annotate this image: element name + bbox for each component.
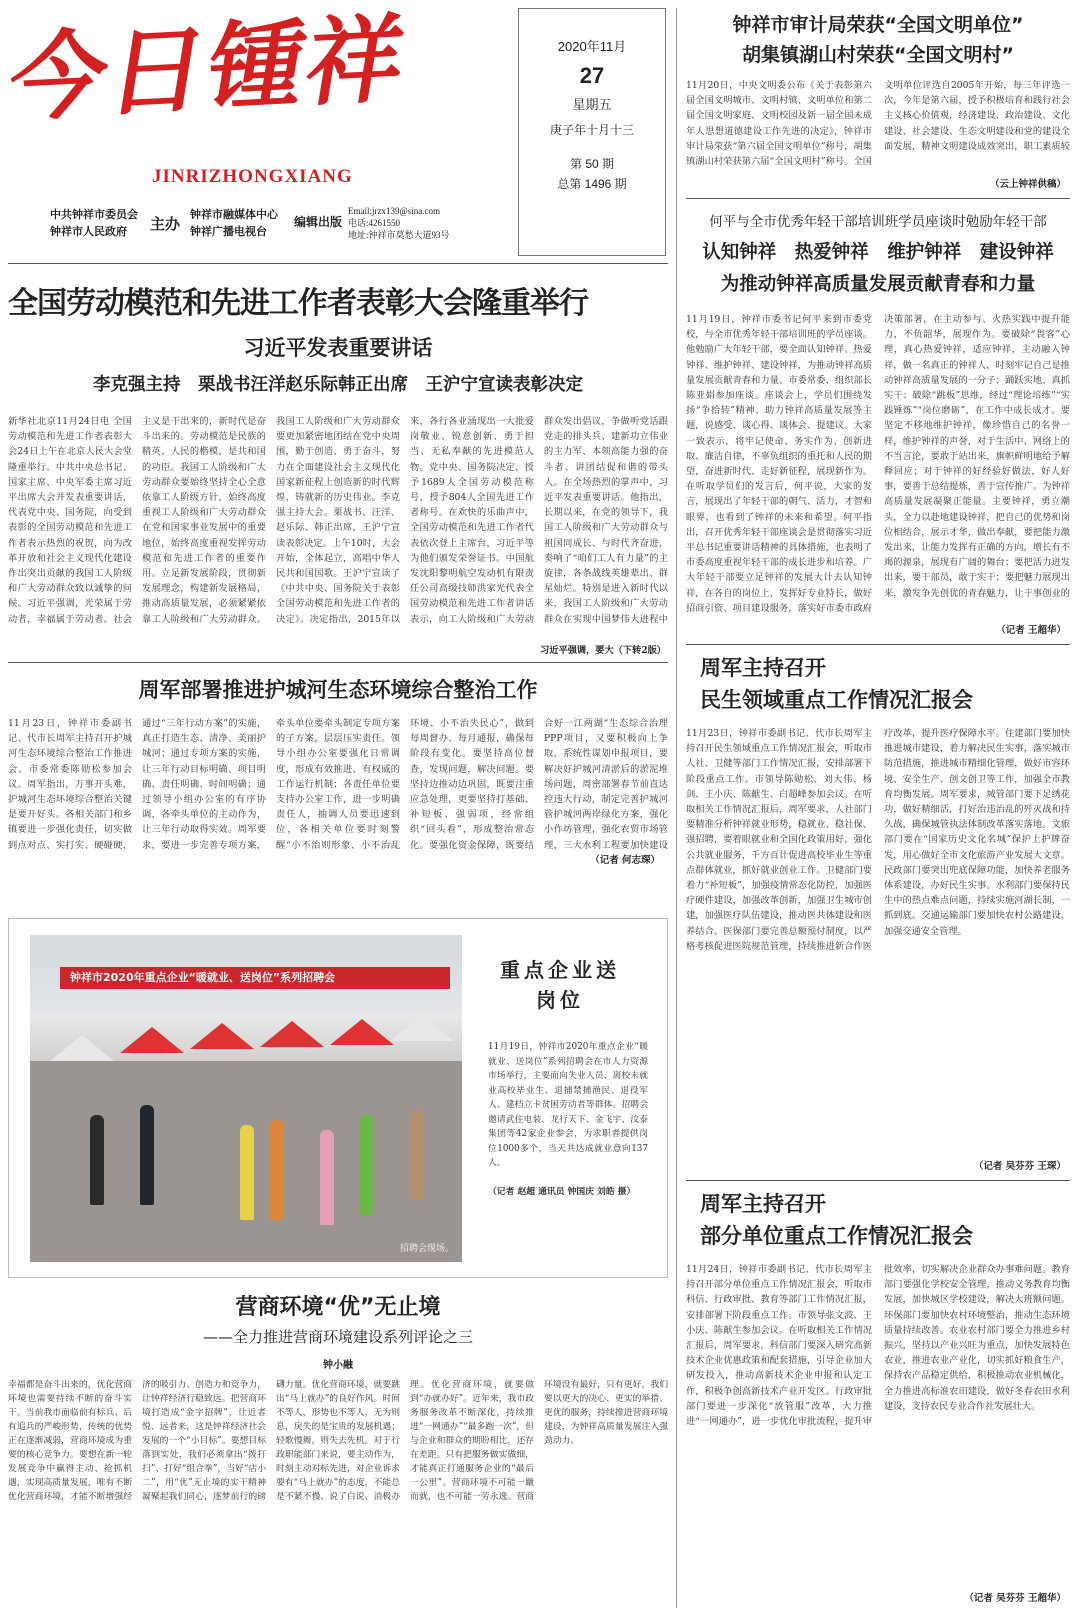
youth-body: 11月19日，钟祥市委书记何平来到市委党校，与全市优秀年轻干部培训班的学员座谈。他勉励广大年轻干部，要全面认知钟祥、热爱钟祥、维护钟祥、建设钟祥，为推动钟祥高质量发展贡献青春和力量。市委常委、组织部长陈亚娟参加座谈。座谈会上，学员们围绕发扬“争拾转”精神、助力钟祥高质量发展等主题，说感受、谈心得、谈体会、提建议。大家一致表示，将牢记使命、务实作为、创新进取、廉洁自律，不辜负组织的重托和人民的期望，奋进新时代、走好新征程，展现新作为。在听取学员们的发言后，何平说，大家的发言，展现出了年轻干部的朝气、活力，才智和眼界，也看到了钟祥的未来和希望。何平指出，召开优秀年轻干部座谈会是贯彻落实习近平总书记重要讲话精神的具体措施，也表明了市委高度重视年轻干部的成长进步和培养。广大年轻干部要立足钟祥的发展大计去认知钟祥，在各自的岗位上，发挥好专业特长，做好招商引资、项目建设服务，落实好市委市政府决策部署，在主动参与、火热实践中提升能力，不负韶华，展现作为。要破除“畏客”心理，真心热爱钟祥，适应钟祥，主动融入钟祥，做一名真正的钟祥人，时刻牢记自己是推动钟祥高质量发展的一分子；踊跃实地、真抓实干；破除“跳板”思维，经过“理论培练”“实践锤炼”“岗位磨砺”，在工作中成长成才。要坚定不移地维护钟祥，像珍惜自己的名誉一样，维护钟祥的声誉，对于生活中、网络上的不当言论，要敢于站出来，旗帜鲜明地给予解释回应；对于钟祥的好经验好做法，好人好事，要善于总结提炼，善于宣传推广。为钟祥高质量发展凝聚正能量。主要钟祥，勇立潮头，全力以赴地建设钟祥，把自己的优势和岗位相结合，展示才华，做出奉献，要把能力激发出来，让能力发挥有正确的方向，增长有不竭的源泉，展现有广阔的舞台；要把活力迸发出来，要干部员，敢于实干；要把魅力展现出来，激发争先创优的青春魅力，让干事创业的 xyxy=(686,314,1070,614)
publication-info xyxy=(50,203,520,257)
newspaper-logo: 今日锺祥 xyxy=(1,1,416,136)
river-body: 11月23日，钟祥市委副书记、代市长周军主持召开护城河生态环境综合整治工作推进会。市委常委陈勋松参加会议。周军指出，万事开头难，护城河生态环境综合整治关键是要开好头。各相关部门和乡镇要进一步强化责任，切实做到点对点、实打实、硬碰硬，通过“三年行动方案”的实施，真正打造生态、清净、美丽护城河；通过专项方案的实施，让三年行动目标明确、项目明确、责任明确、时间明确；通过领导小组办公室的有序协调，各牵头单位的主动作为，让三年行动取得实效。周军要求，要进一步完善专项方案，牵头单位要牵头制定专项方案的子方案，层层压实责任。领导小组办公室要强化日常调度，形成有效推进、有权威的工作运行机制；各责任单位要支持办公室工作，进一步明确责任人，抽调人员要迅速到位，各相关单位要时刻警醒“小不治则形象、小不治乱环境、小不治失民心”，做到每周督办、每月通报，确保每阶段有变化。要坚持高位督查，发现问题，解决问题。要坚持边推动边巩固，既要注重应急处理，更要坚持打基础、补短板、强弱项，经常组织“回头看”，形成整治常态化。要强化资金保障，既要结合好一江两湖“生态综合治理PPP项目，又要积极向上争取，系统性谋划申报项目，要解决好护城河清淤后的淤泥堆场问题，周密部署春节前直达控违大行动，制定完善护城河管护城河两岸绿化方案，强化小作坊管理，强化农贸市场管理，三大水利工程要加快建设 xyxy=(8,718,668,851)
sponsor-line-2: 钟祥市人民政府 xyxy=(50,226,127,238)
address-text: 地址:钟祥市莫愁大道93号 xyxy=(348,230,450,240)
lead-subhead-2: 李克强主持 栗战书汪洋赵乐际韩正出席 王沪宁宣读表彰决定 xyxy=(93,375,583,395)
email-text: Email:jrzx139@sina.com xyxy=(348,206,441,216)
units-byline: （记者 吴芬芬 王超华） xyxy=(964,1593,1066,1604)
date-weekday: 星期五 xyxy=(572,96,612,112)
lead-subhead-1: 习近平发表重要讲话 xyxy=(243,336,433,360)
publisher-line-2: 钟祥广播电视台 xyxy=(190,226,267,238)
lead-headline: 全国劳动模范和先进工作者表彰大会隆重举行 xyxy=(8,286,588,321)
audit-byline: （云上钟祥供稿） xyxy=(989,179,1066,190)
date-lunar: 庚子年十月十三 xyxy=(549,122,634,137)
date-day: 27 xyxy=(579,62,605,88)
livelihood-headline-2: 民生领域重点工作情况汇报会 xyxy=(700,688,973,712)
sponsor-line-1: 中共钟祥市委员会 xyxy=(50,209,138,221)
commentary-author: 钟小融 xyxy=(323,1360,353,1371)
total-issue-number: 总第 1496 期 xyxy=(557,177,627,192)
photo-caption-mark: 招聘会现场。 xyxy=(399,1244,454,1254)
livelihood-body: 11月23日，钟祥市委副书记、代市长周军主持召开民生领域重点工作情况汇报会，听取市人社、卫健等部门工作情况汇报，安排部署下阶段重点工作。市领导陈勋松、刘大伟、杨剑、王小庆、陈献生、白超峰参加会议。在听取相关工作情况汇报后，周军要求，人社部门要精准分析钟祥就业形势，稳就业、稳社保、强招聘，要着眼就业和全国化政策用好，强化公共就业服务，千方百计促进高校毕业生等重点群体就业，抓好就业创业工作。卫健部门要着力“补短板”，加强疫情常态化防控，加强医疗硬件建设，加强改革创新，加强卫生城市创建，加强医疗队伍建设，推动医共体建设和医养结合。医保部门要完善总额预付制度，以严格考核促进医院规范管理，持续推进新合作医疗改革，提升医疗保障水平。住建部门要加快推进城市建设，着力解决民生实事，落实城市防范措施，推进城市精细化管理，做好市容环境、安全生产、创文创卫等工作，加强全市教育均衡发展。周军要求，城管部门要下足绣花功，做好精细活，打好治违治乱的歼灭战和持久战，确保城管执法体制改革落实落地。文旅部门要在“国家历史文化名城”保护上护牌奋发，用心做好全市文化旅游产业发展大文章。民政部门要突出兜底保障功能，加快养老服务体系建设，办好民生实事。水利部门要保持民生中的热点难点问题，持续实施河湖长制，一抓到底。交通运输部门要加快农村公路建设，加强交通安全管理。 xyxy=(686,728,1070,952)
publisher-line-1: 钟祥市融媒体中心 xyxy=(190,209,278,221)
audit-headline-2: 胡集镇湖山村荣获“全国文明村” xyxy=(742,44,1014,66)
commentary-subhead: ——全力推进营商环境建设系列评论之三 xyxy=(202,1328,473,1346)
job-fair-photo xyxy=(30,935,462,1262)
audit-headline-1: 钟祥市审计局荣获“全国文明单位” xyxy=(732,14,1024,36)
date-box xyxy=(518,8,666,256)
livelihood-headline-1: 周军主持召开 xyxy=(700,656,826,680)
units-body: 11月24日，钟祥市委副书记、代市长周军主持召开部分单位重点工作情况汇报会，听取市科信、行政审批、教育等部门工作情况汇报，安排部署下阶段重点工作。市领导张文波、王小庆、陈献生参加会议。在听取相关工作情况汇报后，周军要求，科信部门要深入研究高新技术企业优惠政策和配套措施，引导企业加大研发投入，推动高新技术企业申报和认定工作，积极争创高新技术产业开发区。行政审批部门要进一步深化“放管服”改革，大力推进“一网通办”，进一步优化审批流程，提升审批效率，切实解决企业群众办事难问题。教育部门要强化学校安全管理，推动义务教育均衡发展，加快城区学校建设，解决大班额问题。环保部门要加快农村环境整治，推动生态环境质量持续改善。农业农村部门要全力推进乡村振兴，坚持以产业兴旺为重点，加快发展特色农业，推进农业产业化，切实抓好粮食生产，保持农产品稳定供给，积极推动农业机械化，全力推进高标准农田建设，做好冬春农田水利建设，支持农民专业合作社发展壮大。 xyxy=(686,1264,1070,1428)
river-headline: 周军部署推进护城河生态环境综合整治工作 xyxy=(138,678,538,702)
photo-byline: （记者 赵超 通讯员 钟国庆 刘皓 摄） xyxy=(488,1187,636,1197)
commentary-headline: 营商环境“优”无止境 xyxy=(235,1295,441,1320)
date-year-month: 2020年11月 xyxy=(557,39,627,54)
lead-body: 新华社北京11月24日电 全国劳动模范和先进工作者表彰大会24日上午在北京人民大会堂隆重举行。中共中央总书记、国家主席、中央军委主席习近平出席大会并发表重要讲话，代表党中央、国务院，向受到表彰的全国劳动模范和先进工作者表示热烈的祝贺，向为改革开放和社会主义现代化建设作出突出贡献的我国工人阶级和广大劳动群众致以诚挚的问候。习近平强调，光荣属于劳动者，幸福属于劳动者。社会主义是干出来的，新时代是奋斗出来的。劳动模范是民族的精英、人民的楷模，是共和国的功臣。我国工人阶级和广大劳动群众要始终坚持全心全意依靠工人阶级方针，始终高度重视工人阶级和广大劳动群众在党和国家事业发展中的重要地位，始终高度重视发挥劳动模范和先进工作者的重要作用。立足新发展阶段，贯彻新发展理念，构建新发展格局，推动高质量发展，必须紧紧依靠工人阶级和广大劳动群众。我国工人阶级和广大劳动群众要更加紧密地团结在党中央周围，勤于创造、勇于奋斗，努力在全面建设社会主义现代化国家新征程上创造新的时代辉煌，铸就新的历史伟业。李克强主持大会。栗战书、汪洋、赵乐际、韩正出席，王沪宁宣读表彰决定。上午10时，大会开始，全体起立，高唱中华人民共和国国歌。王沪宁宣读了《中共中央、国务院关于表彰全国劳动模范和先进工作者的决定》。决定指出，2015年以来，各行各业涌现出一大批爱岗敬业、锐意创新、勇于担当、无私奉献的先进模范人物。党中央、国务院决定，授予1689人全国劳动模范称号，授予804人全国先进工作者称号。在欢快的乐曲声中，全国劳动模范和先进工作者代表依次登上主席台，习近平等为他们颁发荣誉证书。中国航发沈阳黎明航空发动机有限责任公司高级技师洪家光代表全国劳动模范和先进工作者讲话表示，向工人阶级和广大劳动群众发出倡议，争做听党话跟党走的排头兵、建新功立伟业的主力军、本领高能力强的奋斗者、讲团结促和谐的带头人。在全场热烈的掌声中，习近平发表重要讲话。他指出，长期以来，在党的领导下，我国工人阶级和广大劳动群众与祖国同成长、与时代齐奋进，奏响了“咱们工人有力量”的主旋律，各条战线英雄辈出、群星灿烂。特别是进入新时代以来，我国工人阶级和广大劳动群众在实现中国梦伟大进程中 xyxy=(8,416,668,625)
sponsor-role: 主办 xyxy=(150,216,181,233)
river-byline: （记者 何志琛） xyxy=(590,855,660,866)
masthead xyxy=(1,1,496,198)
audit-body: 11月20日，中央文明委公布《关于表彰第六届全国文明城市、文明村镇、文明单位和第二届全国文明家庭、文明校园及新一届全国未成年人思想道德建设工作先进的决定》，钟祥市审计局荣获“第六届全国文明单位”称号，胡集镇湖山村荣获第六届“全国文明村”称号。全国文明单位评选自2005年开始，每三年评选一次，今年是第六届，授予积极培育和践行社会主义核心价值观，经济建设、政治建设、文化建设、社会建设、生态文明建设和党的建设全面发展，精神文明建设成效突出，职工素质较 xyxy=(686,80,1070,168)
youth-byline: （记者 王超华） xyxy=(996,625,1066,636)
youth-kicker: 何平与全市优秀年轻干部培训班学员座谈时勉励年轻干部 xyxy=(709,214,1047,230)
issue-number: 第 50 期 xyxy=(569,156,615,171)
photo-feature-title: 重点企业送岗位 xyxy=(500,958,620,1012)
units-headline-1: 周军主持召开 xyxy=(700,1192,826,1216)
masthead-pinyin: JINRIZHONGXIANG xyxy=(152,166,353,187)
units-headline-2: 部分单位重点工作情况汇报会 xyxy=(700,1224,973,1248)
youth-headline-1: 认知钟祥 热爱钟祥 维护钟祥 建设钟祥 xyxy=(702,242,1054,263)
photo-banner: 钟祥市2020年重点企业“暖就业、送岗位”系列招聘会 xyxy=(60,967,450,989)
lead-continued: 习近平强调，要大（下转2版） xyxy=(540,645,666,656)
photo-caption: 11月19日，钟祥市2020年重点企业“暖就业、送岗位”系列招聘会在市人力资源市场举行，主要面向失业人员、离校未就业高校毕业生、退捕禁捕渔民、退役军人、建档立卡贫困劳动者等群体。招聘会邀请武住电装、龙行天下、金飞宇、汶泰集团等42家企业参会，为求职者提供岗位1000多个，当天共达成就业意向137人。 xyxy=(488,1042,648,1168)
livelihood-byline: （记者 吴芬芬 王琛） xyxy=(973,1161,1066,1172)
publisher-role: 编辑出版 xyxy=(294,215,343,229)
youth-headline-2: 为推动钟祥高质量发展贡献青春和力量 xyxy=(720,274,1036,295)
phone-text: 电话:4261550 xyxy=(348,218,401,228)
commentary-body: 幸福都是奋斗出来的，优化营商环境也需要持续不断的奋斗实干。当前我市面临前有标兵、后有追兵的严峻形势，传统的优势正在逐渐减弱，营商环境成为重要的核心竞争力。要想在新一轮发展竞争中赢得主动、抢抓机遇，实现高质量发展，唯有不断优化营商环境，才能不断增强经济的吸引力、创造力和竞争力，让钟祥经济行稳致远。把营商环境打造成“金字招牌”，让近者悦、远者来，这是钟祥经济社会发展的一个“小目标”。要想目标落到实处，我们必须拿出“拨打扫”、打好“组合拳”，当好“店小二”，用“优”无止境的实干精神凝聚起我们同心，逐梦前行的磅礴力量。优化营商环境，就要跳出“马上就办”的良好作风。时间不等人，形势也不等人，无为则息，戾失的是宝贵的发展机遇；轻歌慢舞，则失去先机。对于行政职能部门来说，要主动作为，时刻主动对标先进，对企业诉求要有“马上就办”的态度，不能总是不紧不慢、说了白说、消极办理。优化营商环境，就要做到“办就办好”。近年来，我市政务服务改革不断深化，持续推进“一网通办”“最多跑一次”，但与企业和群众的期盼相比，还存在差距。只有把服务做实做细，才能真正打通服务企业的“最后一公里”。营商环境不可能一蹴而就，也不可能一劳永逸。营商环境没有最好，只有更好，我们要以更大的决心、更实的举措、更优的服务，持续推进营商环境建设，为钟祥高质量发展注入强劲动力。 xyxy=(8,1380,668,1502)
